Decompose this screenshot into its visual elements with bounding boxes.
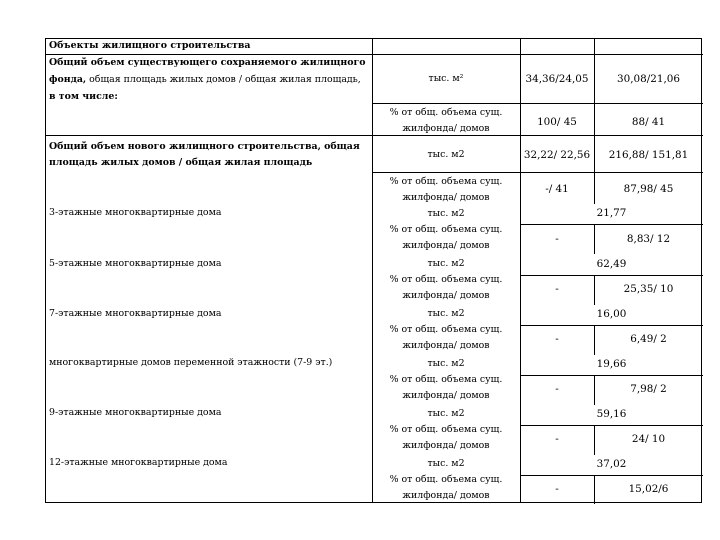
row-divider [520, 224, 703, 225]
variable-val: 19,66 [596, 358, 627, 370]
new-construction-unit: тыс. м2 [427, 149, 465, 160]
floor3-pct-b: 8,83/ 12 [626, 233, 671, 245]
floor7-pct-b: 6,49/ 2 [630, 333, 667, 345]
floor7-pct-unit: % от общ. объема сущ. жилфонда/ домов [389, 324, 503, 351]
floor9-pct-a: - [555, 433, 559, 445]
floor3-pct-unit: % от общ. объема сущ. жилфонда/ домов [389, 224, 503, 251]
floor7-pct-a: - [555, 333, 559, 345]
floor5-pct-unit: % от общ. объема сущ. жилфонда/ домов [389, 274, 503, 301]
floor9-val: 59,16 [596, 408, 627, 420]
floor12-pct-unit: % от общ. объема сущ. жилфонда/ домов [389, 474, 503, 501]
new-construction-pct-a: -/ 41 [545, 183, 569, 195]
floor3-val: 21,77 [596, 207, 627, 219]
floor5-val: 62,49 [596, 258, 627, 270]
variable-label: многоквартирные домов переменной этажности (7-9 эт.) [49, 357, 333, 368]
row-divider [520, 375, 703, 376]
new-construction-val-b: 216,88/ 151,81 [608, 149, 689, 161]
floor9-pct-unit: % от общ. объема сущ. жилфонда/ домов [389, 424, 503, 451]
new-construction-val-a: 32,22/ 22,56 [523, 149, 591, 161]
floor3-pct-a: - [555, 233, 559, 245]
existing-stock-pct-b: 88/ 41 [631, 116, 666, 128]
existing-stock-val-a: 34,36/24,05 [525, 73, 589, 85]
new-construction-pct-b: 87,98/ 45 [623, 183, 674, 195]
row-divider [520, 325, 703, 326]
row-divider [520, 475, 703, 476]
existing-stock-pct-a: 100/ 45 [537, 116, 577, 128]
new-construction-pct-unit: % от общ. объема сущ. жилфонда/ домов [389, 176, 503, 203]
variable-pct-b: 7,98/ 2 [630, 383, 667, 395]
floor3-label: 3-этажные многоквартирные дома [49, 207, 222, 218]
objects-header: Объекты жилищного строительства [49, 40, 251, 51]
floor5-pct-a: - [555, 283, 559, 295]
variable-pct-unit: % от общ. объема сущ. жилфонда/ домов [389, 374, 503, 401]
existing-stock-label-line3: в том числе: [49, 91, 118, 102]
row-divider [372, 103, 703, 104]
floor5-unit: тыс. м2 [427, 258, 465, 269]
floor12-label: 12-этажные многоквартирные дома [49, 457, 228, 468]
variable-unit: тыс. м2 [427, 358, 465, 369]
floor5-label: 5-этажные многоквартирные дома [49, 258, 222, 269]
housing-table [45, 38, 702, 503]
new-construction-label-line1: Общий объем нового жилищного строительства, общая [49, 141, 360, 152]
floor12-pct-b: 15,02/6 [628, 483, 669, 495]
floor3-unit: тыс. м2 [427, 208, 465, 219]
existing-stock-label-line2: фонда, общая площадь жилых домов / общая жилая площадь, [49, 74, 361, 85]
existing-stock-label-line1: Общий объем существующего сохраняемого жилищного [49, 57, 366, 68]
floor12-pct-a: - [555, 483, 559, 495]
floor12-unit: тыс. м2 [427, 458, 465, 469]
floor7-val: 16,00 [596, 308, 627, 320]
floor7-unit: тыс. м2 [427, 308, 465, 319]
floor9-unit: тыс. м2 [427, 408, 465, 419]
existing-stock-val-b: 30,08/21,06 [617, 73, 680, 85]
row-divider [520, 425, 703, 426]
variable-pct-a: - [555, 383, 559, 395]
existing-stock-unit: тыс. м² [428, 73, 464, 84]
floor9-label: 9-этажные многоквартирные дома [49, 407, 222, 418]
floor5-pct-b: 25,35/ 10 [623, 283, 674, 295]
floor12-val: 37,02 [596, 458, 627, 470]
new-construction-label-line2: площадь жилых домов / общая жилая площадь [49, 157, 313, 168]
row-divider [372, 172, 703, 173]
floor9-pct-b: 24/ 10 [631, 433, 666, 445]
floor7-label: 7-этажные многоквартирные дома [49, 308, 222, 319]
row-divider [520, 275, 703, 276]
existing-stock-pct-unit: % от общ. объема сущ. жилфонда/ домов [389, 107, 503, 134]
